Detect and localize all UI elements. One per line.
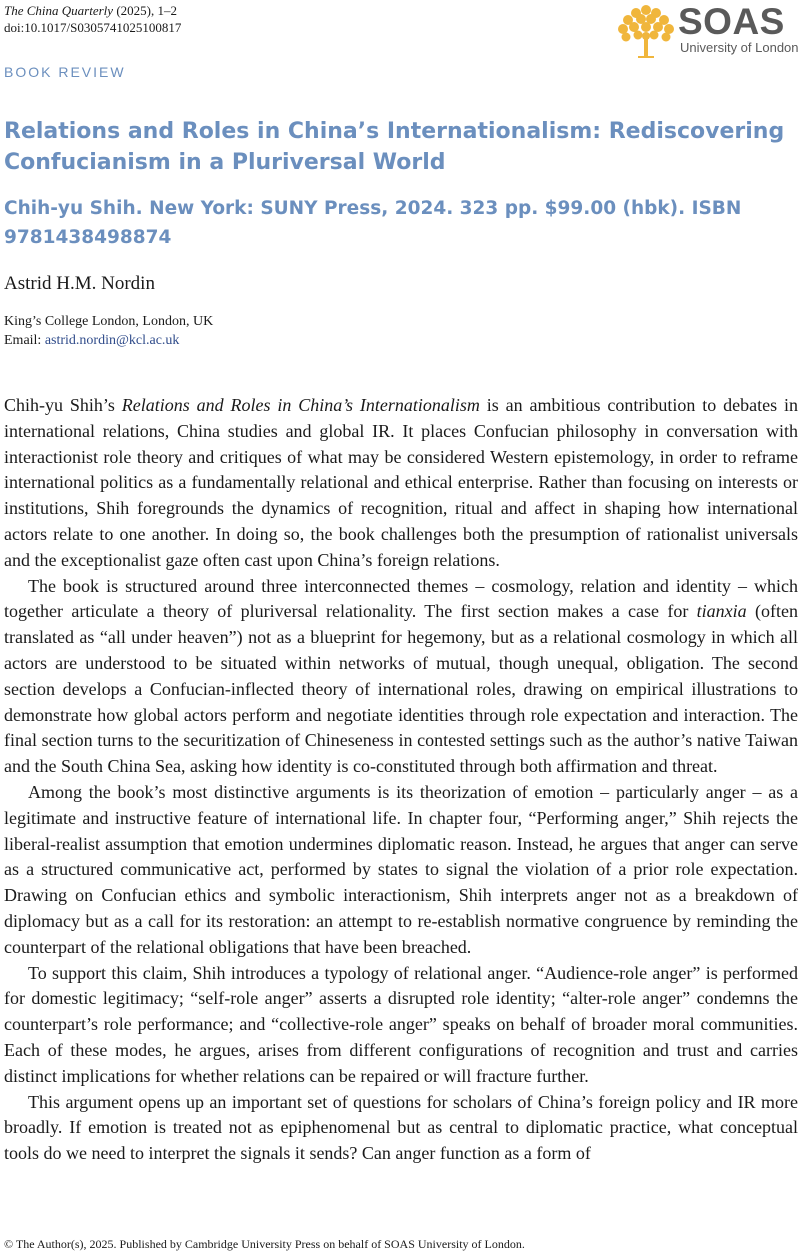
book-title-italic: Relations and Roles in China’s Internationalism	[121, 395, 480, 415]
journal-year-pages: (2025), 1–2	[113, 3, 177, 18]
tree-icon	[616, 2, 676, 58]
paragraph-5: This argument opens up an important set of questions for scholars of China’s foreign policy and IR more broadly. If emotion is treated not as epiphenomenal but as central to diplomatic practice, what conceptual tools do we need to interpret the signals it sends? Can anger function as a form of	[4, 1091, 798, 1164]
book-details: Chih-yu Shih. New York: SUNY Press, 2024. 323 pp. $99.00 (hbk). ISBN 9781438498874	[4, 198, 742, 248]
paragraph-2: The book is structured around three interconnected themes – cosmology, relation and identity – which together articulate a theory of pluriversal relationality. The first section makes a case for tianxia (often translated as “all under heaven”) not as a blueprint for hegemony, but as a relational cosmology in which all actors are understood to be situated within networks of mutual, though unequal, obligation. The second section develops a Confucian-inflected theory of international roles, drawing on empirical illustrations to demonstrate how global actors perform and negotiate identities through role expectation and interaction. The final section turns to the securitization of Chineseness in contested settings such as the author’s native Taiwan and the South China Sea, asking how identity is co-constituted through both affirmation and threat.	[4, 575, 799, 777]
doi-text: doi:10.1017/S0305741025100817	[4, 20, 182, 35]
email-label: Email:	[4, 333, 45, 348]
paragraph-3: Among the book’s most distinctive arguments is its theorization of emotion – particularly anger – as a legitimate and instructive feature of international life. In chapter four, “Performing anger,” Shih rejects the liberal-realist assumption that emotion undermines diplomatic reason. Instead, he argues that anger can serve as a structured communicative act, performed by states to signal the violation of a prior role expectation. Drawing on Confucian ethics and symbolic interactionism, Shih interprets anger not as a breakdown of diplomacy but as a call for its restoration: an attempt to re-establish normative congruence by reminding the counterpart of the relational obligations that have been breached.	[4, 781, 798, 957]
copyright-footer: © The Author(s), 2025. Published by Cambridge University Press on behalf of SOAS University of London.	[4, 1237, 525, 1251]
section-label: BOOK REVIEW	[4, 64, 126, 80]
email-link[interactable]: astrid.nordin@kcl.ac.uk	[44, 333, 180, 348]
journal-citation	[4, 2, 181, 36]
paragraph-4: To support this claim, Shih introduces a typology of relational anger. “Audience-role anger” is performed for domestic legitimacy; “self-role anger” asserts a disrupted role identity; “alter-role anger” condemns the counterpart’s role performance; and “collective-role anger” speaks on behalf of broader moral communities. Each of these modes, he argues, arises from different configurations of recognition and trust and carries distinct implications for whether relations can be repaired or will fracture further.	[4, 962, 798, 1086]
tianxia-italic: tianxia	[696, 601, 747, 622]
reviewer-email	[4, 331, 179, 350]
reviewer-name: Astrid H.M. Nordin	[4, 273, 155, 294]
logo-subtitle: University of London	[680, 40, 799, 55]
journal-name: The China Quarterly	[4, 3, 114, 18]
soas-logo	[616, 2, 800, 58]
reviewer-affiliation: King’s College London, London, UK	[4, 314, 214, 329]
paragraph-1: Chih-yu Shih’s Relations and Roles in China’s Internationalism is an ambitious contribution to debates in international relations, China studies and global IR. It places Confucian philosophy in conversation with interactionist role theory and critiques of what may be considered Western epistemology, in order to reframe international politics as a fundamentally relational and ethical enterprise. Rather than focusing on interests or institutions, Shih foregrounds the dynamics of recognition, ritual and affect in shaping how international actors relate to one another. In doing so, the book challenges both the presumption of rationalist universals and the exceptionalist gaze often cast upon China’s foreign relations.	[4, 395, 798, 570]
logo-name: SOAS	[678, 1, 785, 42]
review-title: Relations and Roles in China’s Internationalism: Rediscovering Confucianism in a Pluriversal World	[4, 119, 785, 175]
review-body	[4, 393, 798, 1167]
